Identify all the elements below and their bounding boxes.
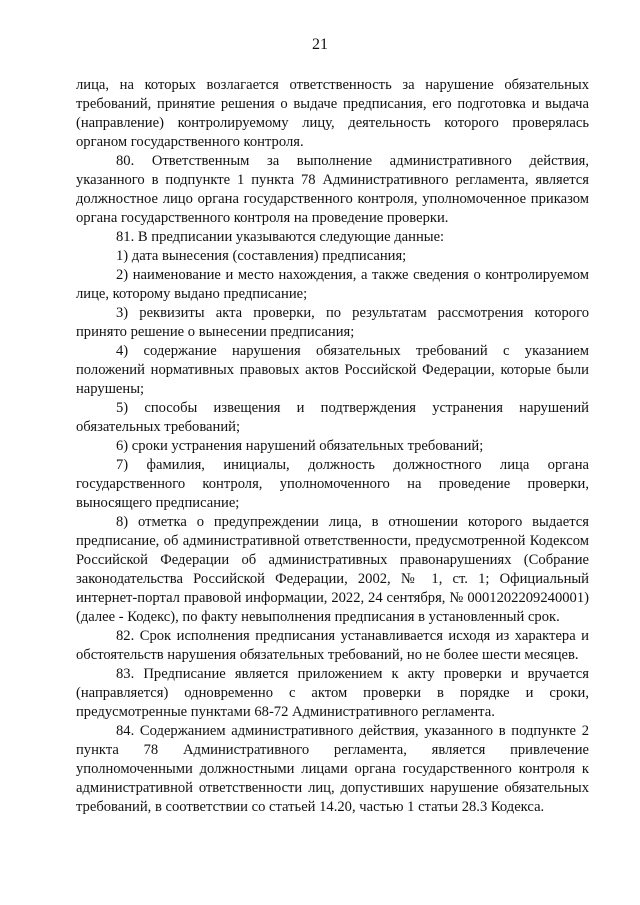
paragraph-83: 83. Предписание является приложением к акту проверки и вручается (направляется) одновременно с актом проверки в порядке и сроки, предусмотренные пунктами 68-72 Административного регламента.	[76, 666, 589, 720]
list-item-1: 1) дата вынесения (составления) предписания;	[116, 248, 407, 264]
paragraph-81: 81. В предписании указываются следующие данные:	[116, 229, 445, 245]
list-item-4: 4) содержание нарушения обязательных требований с указанием положений нормативных правовых актов Российской Федерации, которые были нарушены;	[76, 343, 589, 397]
paragraph-continuation: лица, на которых возлагается ответственность за нарушение обязательных требований, принятие решения о выдаче предписания, его подготовка и выдача (направление) контролируемому лицу, деятельность которого проверялась органом государственного контроля.	[76, 77, 589, 150]
page-number: 21	[312, 36, 328, 53]
list-item-3: 3) реквизиты акта проверки, по результатам рассмотрения которого принято решение о вынесении предписания;	[76, 305, 589, 340]
paragraph-84: 84. Содержанием административного действия, указанного в подпункте 2 пункта 78 Административного регламента, является привлечение уполномоченными должностными лицами органа государственного контроля к административной ответственности лиц, допустивших нарушение обязательных требований, в соответствии со статьей 14.20, частью 1 статьи 28.3 Кодекса.	[76, 723, 589, 815]
paragraph-80: 80. Ответственным за выполнение административного действия, указанного в подпункте 1 пункта 78 Административного регламента, является должностное лицо органа государственного контроля, уполномоченное приказом органа государственного контроля на проведение проверки.	[76, 153, 589, 226]
list-item-8: 8) отметка о предупреждении лица, в отношении которого выдается предписание, об административной ответственности, предусмотренной Кодексом Российской Федерации об административных правонарушениях (Собрание законодательства Российской Федерации, 2002, № 1, ст. 1; Официальный интернет-портал правовой информации, 2022, 24 сентября, № 0001202209240001) (далее - Кодекс), по факту невыполнения предписания в установленный срок.	[76, 514, 589, 625]
list-item-6: 6) сроки устранения нарушений обязательных требований;	[116, 438, 484, 454]
list-item-7: 7) фамилия, инициалы, должность должностного лица органа государственного контроля, уполномоченного на проведение проверки, выносящего предписание;	[76, 457, 589, 511]
document-body	[76, 76, 589, 817]
list-item-5: 5) способы извещения и подтверждения устранения нарушений обязательных требований;	[76, 400, 589, 435]
list-item-2: 2) наименование и место нахождения, а также сведения о контролируемом лице, которому выдано предписание;	[76, 267, 589, 302]
paragraph-82: 82. Срок исполнения предписания устанавливается исходя из характера и обстоятельств нарушения обязательных требований, но не более шести месяцев.	[76, 628, 589, 663]
